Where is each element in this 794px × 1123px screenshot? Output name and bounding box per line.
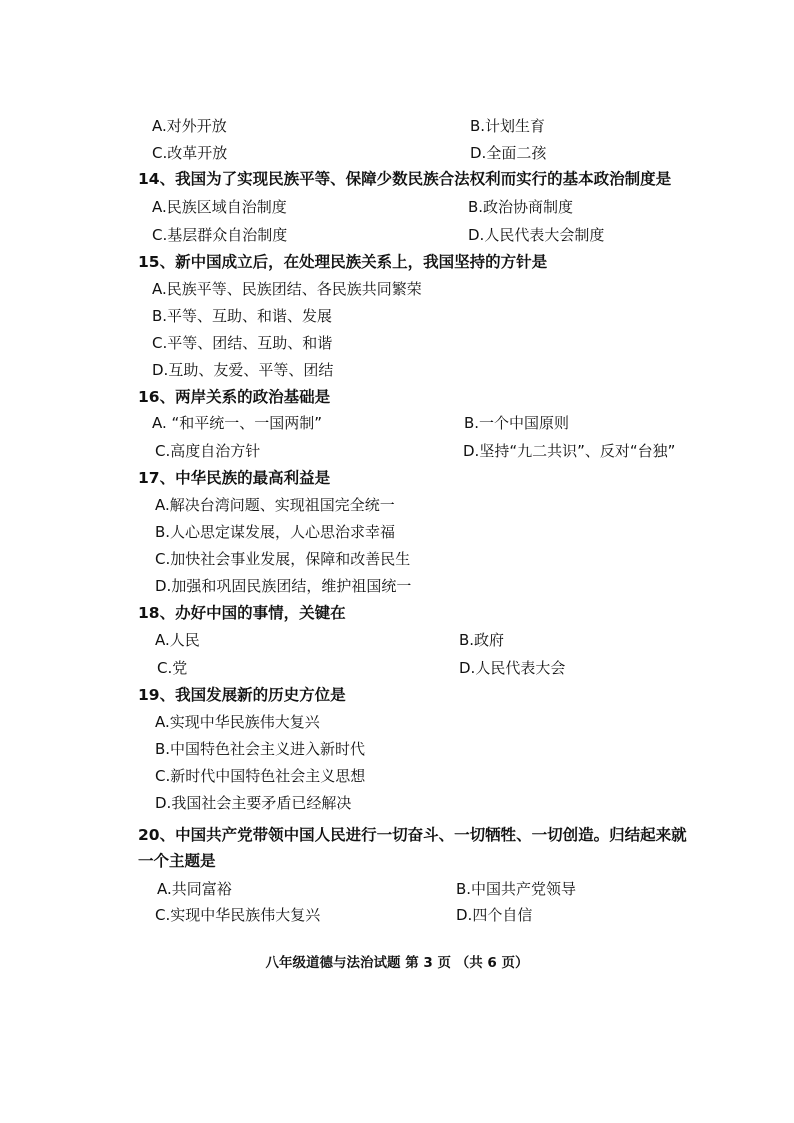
q15-option-a: A.民族平等、民族团结、各民族共同繁荣 [152, 280, 422, 298]
q14-option-a: A.民族区域自治制度 [152, 198, 287, 216]
q13-option-b: B.计划生育 [470, 117, 546, 135]
q19-option-a: A.实现中华民族伟大复兴 [155, 713, 320, 731]
q17-option-d-row [0, 573, 794, 599]
q14-option-c: C.基层群众自治制度 [152, 226, 288, 244]
q15-option-a-row [0, 276, 794, 302]
q18-options-row-2 [0, 655, 794, 681]
q15-stem-row [0, 249, 794, 275]
q17-option-c: C.加快社会事业发展，保障和改善民生 [155, 550, 411, 568]
q17-option-b: B.人心思定谋发展，人心思治求幸福 [155, 523, 396, 541]
q14-options-row-2 [0, 222, 794, 248]
q20-option-d: D.四个自信 [456, 906, 533, 924]
q16-option-a: A. “和平统一、一国两制” [152, 414, 323, 432]
q13-option-c: C.改革开放 [152, 144, 228, 162]
q15-option-c-row [0, 330, 794, 356]
q16-option-c: C.高度自治方针 [155, 442, 261, 460]
q16-stem: 16、两岸关系的政治基础是 [138, 388, 331, 406]
q18-stem-row [0, 600, 794, 626]
q19-stem-row [0, 682, 794, 708]
q15-option-b: B.平等、互助、和谐、发展 [152, 307, 333, 325]
q14-options-row-1 [0, 194, 794, 220]
q17-option-a: A.解决台湾问题、实现祖国完全统一 [155, 496, 395, 514]
q20-options-row-2 [0, 902, 794, 928]
q18-stem: 18、办好中国的事情，关键在 [138, 604, 346, 622]
q18-option-a: A.人民 [155, 631, 200, 649]
q20-option-b: B.中国共产党领导 [456, 880, 577, 898]
q15-option-d: D.互助、友爱、平等、团结 [152, 361, 334, 379]
q17-option-c-row [0, 546, 794, 572]
q19-option-b: B.中国特色社会主义进入新时代 [155, 740, 366, 758]
q16-options-row-2 [0, 438, 794, 464]
q18-option-c: C.党 [157, 659, 188, 677]
q17-stem: 17、中华民族的最高利益是 [138, 469, 331, 487]
q17-stem-row [0, 465, 794, 491]
q19-option-d: D.我国社会主要矛盾已经解决 [155, 794, 352, 812]
q16-option-b: B.一个中国原则 [464, 414, 570, 432]
q20-option-a: A.共同富裕 [157, 880, 232, 898]
q15-option-b-row [0, 303, 794, 329]
q13-option-d: D.全面二孩 [470, 144, 547, 162]
q13-option-a: A.对外开放 [152, 117, 227, 135]
q18-option-b: B.政府 [459, 631, 505, 649]
q20-stem-line1: 20、中国共产党带领中国人民进行一切奋斗、一切牺牲、一切创造。归结起来就 [138, 826, 687, 844]
q13-options-row-1 [0, 113, 794, 139]
q20-stem-line2: 一个主题是 [138, 852, 216, 870]
q15-stem: 15、新中国成立后，在处理民族关系上，我国坚持的方针是 [138, 253, 548, 271]
q14-option-d: D.人民代表大会制度 [468, 226, 605, 244]
q17-option-d: D.加强和巩固民族团结，维护祖国统一 [155, 577, 412, 595]
q20-option-c: C.实现中华民族伟大复兴 [155, 906, 321, 924]
q14-stem-row [0, 166, 794, 192]
q15-option-c: C.平等、团结、互助、和谐 [152, 334, 333, 352]
q19-option-c-row [0, 763, 794, 789]
page-footer: 八年级道德与法治试题 第 3 页 （共 6 页） [265, 955, 529, 971]
q13-options-row-2 [0, 140, 794, 166]
q14-stem: 14、我国为了实现民族平等、保障少数民族合法权利而实行的基本政治制度是 [138, 170, 672, 188]
q18-options-row-1 [0, 627, 794, 653]
q19-option-a-row [0, 709, 794, 735]
q15-option-d-row [0, 357, 794, 383]
q16-options-row-1 [0, 410, 794, 436]
q19-option-c: C.新时代中国特色社会主义思想 [155, 767, 366, 785]
q17-option-b-row [0, 519, 794, 545]
q17-option-a-row [0, 492, 794, 518]
q14-option-b: B.政治协商制度 [468, 198, 574, 216]
q16-option-d: D.坚持“九二共识”、反对“台独” [463, 442, 676, 460]
q19-option-b-row [0, 736, 794, 762]
q20-stem-row-1 [0, 822, 794, 848]
q19-stem: 19、我国发展新的历史方位是 [138, 686, 346, 704]
q20-options-row-1 [0, 876, 794, 902]
q18-option-d: D.人民代表大会 [459, 659, 566, 677]
q16-stem-row [0, 384, 794, 410]
q19-option-d-row [0, 790, 794, 816]
q20-stem-row-2 [0, 848, 794, 874]
